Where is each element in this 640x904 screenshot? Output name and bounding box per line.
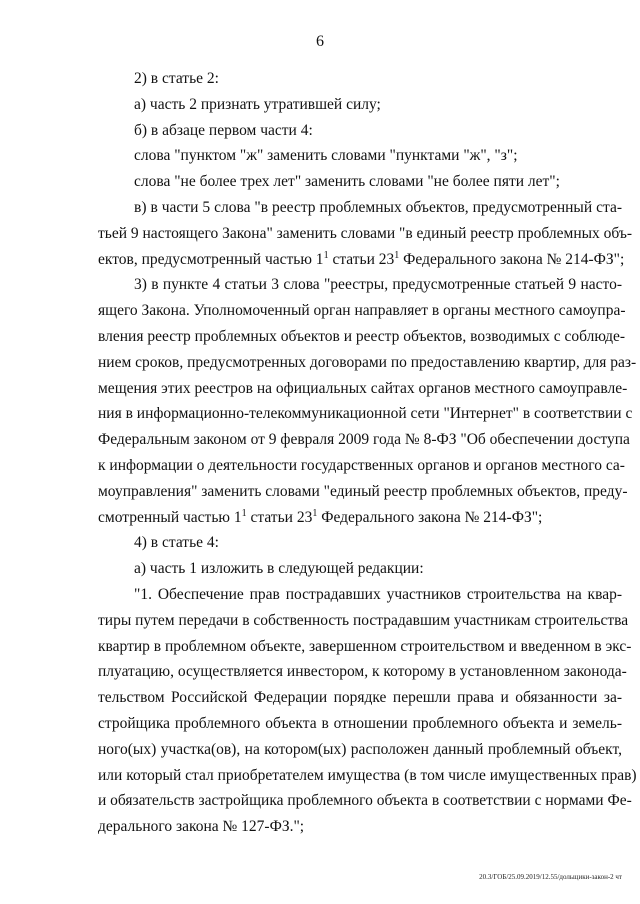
text-line: квартир в проблемном объекте, завершенном строительством и введенном в экс- xyxy=(98,637,632,655)
text-line: 4) в статье 4: xyxy=(134,534,219,552)
text-line: дерального закона № 127-ФЗ."; xyxy=(98,818,305,836)
text-line: тьей 9 настоящего Закона" заменить словами "в единый реестр проблемных объ- xyxy=(98,224,633,242)
text-line: стройщика проблемного объекта в отношении проблемного объекта и земель- xyxy=(98,714,622,732)
text-line: тиры путем передачи в собственность пострадавшим участникам строительства xyxy=(98,611,629,629)
text-line: ектов, предусмотренный частью $1^1$ статьи $23^1$ Федерального закона № 214-ФЗ"; xyxy=(98,249,625,268)
text-line: б) в абзаце первом части 4: xyxy=(134,121,313,139)
text-line: "1. Обеспечение прав пострадавших участников строительства на квар- xyxy=(134,585,622,603)
text-line: ния в информационно-телекоммуникационной сети "Интернет" в соответствии с xyxy=(98,405,633,423)
page-number: 6 xyxy=(316,33,324,50)
text-line: к информации о деятельности государственных органов и органов местного са- xyxy=(98,456,625,474)
document-body xyxy=(98,66,637,840)
text-line: и обязательств застройщика проблемного объекта в соответствии с нормами Фе- xyxy=(98,792,632,810)
text-line: нием сроков, предусмотренных договорами по предоставлению квартир, для раз- xyxy=(98,353,637,371)
document-footer-code: 20.3/ГОБ/25.09.2019/12.55/дольщики-закон-2 чт xyxy=(479,873,622,881)
text-line: ящего Закона. Уполномоченный орган направляет в органы местного самоупра- xyxy=(98,302,626,320)
text-line: 2) в статье 2: xyxy=(134,70,219,87)
text-line: тельством Российской Федерации порядке перешли права и обязанности за- xyxy=(98,689,622,707)
text-line: 3) в пункте 4 статьи 3 слова "реестры, предусмотренные статьей 9 насто- xyxy=(134,276,622,294)
text-line: в) в части 5 слова "в реестр проблемных объектов, предусмотренный ста- xyxy=(134,198,622,216)
text-line: моуправления" заменить словами "единый реестр проблемных объектов, преду- xyxy=(98,482,628,500)
text-line: плуатацию, осуществляется инвестором, к которому в установленном законода- xyxy=(98,663,627,681)
text-line: ного(ых) участка(ов), на котором(ых) расположен данный проблемный объект, xyxy=(98,740,622,758)
text-line: мещения этих реестров на официальных сайтах органов местного самоуправле- xyxy=(98,379,628,397)
text-line: смотренный частью $1^1$ статьи $23^1$ Федерального закона № 214-ФЗ"; xyxy=(98,507,543,526)
text-line: Федеральным законом от 9 февраля 2009 года № 8-ФЗ "Об обеспечении доступа xyxy=(98,431,630,449)
text-line: вления реестр проблемных объектов и реестр объектов, возводимых с соблюде- xyxy=(98,327,626,345)
text-line: или который стал приобретателем имущества (в том числе имущественных прав) xyxy=(98,766,637,784)
text-line: слова "не более трех лет" заменить словами "не более пяти лет"; xyxy=(134,173,560,191)
text-line: а) часть 2 признать утратившей силу; xyxy=(134,95,381,113)
text-line: слова "пунктом "ж" заменить словами "пунктами "ж", "з"; xyxy=(134,147,518,165)
text-line: а) часть 1 изложить в следующей редакции: xyxy=(134,560,424,578)
